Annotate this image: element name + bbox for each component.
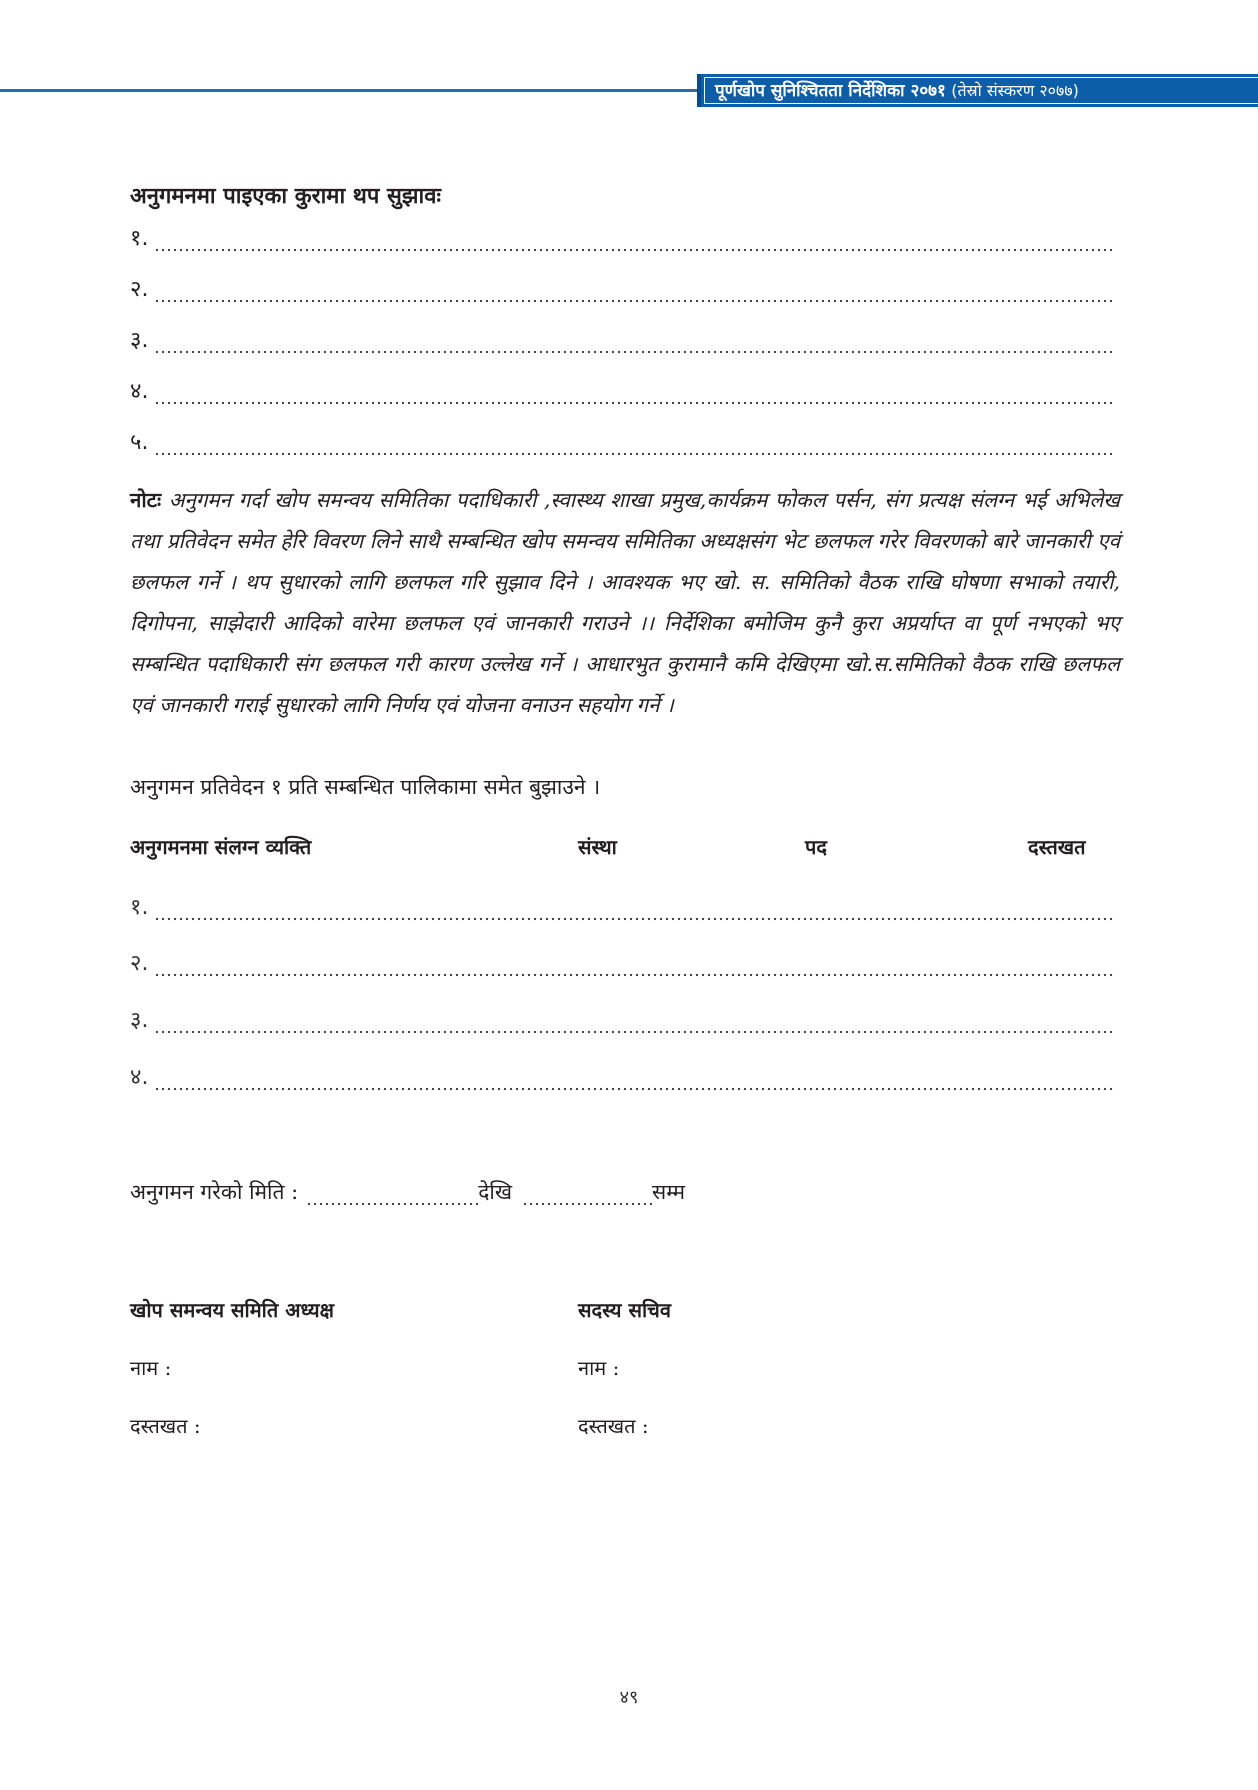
suggestion-line[interactable]	[130, 324, 1115, 354]
dotted-fill	[154, 1069, 1115, 1091]
suggestion-number: २.	[130, 277, 149, 302]
document-title: पूर्णखोप सुनिश्चितता निर्देशिका २०७१	[715, 81, 946, 101]
secretary-name-field[interactable]: नाम :	[578, 1356, 620, 1380]
suggestion-line[interactable]	[130, 375, 1115, 405]
note-label: नोटः	[130, 488, 162, 512]
dotted-fill	[154, 434, 1115, 456]
participant-number: ३.	[130, 1008, 149, 1033]
suggestion-number: ५.	[130, 430, 149, 455]
participant-line[interactable]	[130, 891, 1115, 921]
suggestion-line[interactable]	[130, 426, 1115, 456]
date-from-field[interactable]	[306, 1186, 478, 1206]
chair-signature-field[interactable]: दस्तखत :	[130, 1414, 201, 1438]
participant-number: २.	[130, 951, 149, 976]
report-instruction: अनुगमन प्रतिवेदन १ प्रति सम्बन्धित पालिकामा समेत बुझाउने ।	[130, 775, 601, 799]
dotted-fill	[154, 1012, 1115, 1034]
header-banner-text	[704, 77, 1258, 104]
header-rule	[0, 89, 697, 92]
date-from-label: देखि	[478, 1180, 513, 1204]
monitoring-date-line	[130, 1178, 685, 1206]
date-to-field[interactable]	[522, 1186, 652, 1206]
suggestion-number: ४.	[130, 379, 149, 404]
participant-line[interactable]	[130, 947, 1115, 977]
dotted-fill	[154, 230, 1115, 252]
participant-number: १.	[130, 895, 149, 920]
participant-line[interactable]	[130, 1004, 1115, 1034]
suggestion-number: १.	[130, 226, 149, 251]
note-paragraph	[130, 480, 1120, 726]
participant-line[interactable]	[130, 1061, 1115, 1091]
column-header-signature: दस्तखत	[1028, 835, 1086, 859]
dotted-fill	[154, 281, 1115, 303]
suggestion-line[interactable]	[130, 222, 1115, 252]
chair-title: खोप समन्वय समिति अध्यक्ष	[130, 1298, 334, 1322]
monitoring-date-label: अनुगमन गरेको मिति :	[130, 1180, 299, 1204]
dotted-fill	[154, 955, 1115, 977]
dotted-fill	[154, 332, 1115, 354]
chair-name-field[interactable]: नाम :	[130, 1356, 172, 1380]
note-text: अनुगमन गर्दा खोप समन्वय समितिका पदाधिकारी ,स्वास्थ्य शाखा प्रमुख,कार्यक्रम फोकल पर्सन, संग प्रत्यक्ष संलग्न भई अभिलेख तथा प्रतिवेदन समेत हेरि विवरण लिने साथै सम्बन्धित खोप समन्वय समितिका अध्यक्षसंग भेट छलफल गरेर विवरणको बारे जानकारी एवं छलफल गर्ने । थप सुधारको लागि छलफल गरि सुझाव दिने । आवश्यक भए खो. स. समितिको वैठक राखि घोषणा सभाको तयारी, दिगोपना, साझेदारी आदिको वारेमा छलफल एवं जानकारी गराउने ।। निर्देशिका बमोजिम कुनै कुरा अप्रर्याप्त वा पूर्ण नभएको भए सम्बन्धित पदाधिकारी संग छलफल गरी कारण उल्लेख गर्ने । आधारभुत कुरामानै कमि देखिएमा खो.स.समितिको वैठक राखि छलफल एवं जानकारी गराई सुधारको लागि निर्णय एवं योजना वनाउन सहयोग गर्ने ।	[130, 488, 1120, 717]
column-header-position: पद	[805, 835, 827, 859]
page-number: ४९	[619, 1687, 639, 1708]
participant-number: ४.	[130, 1065, 149, 1090]
suggestions-heading: अनुगमनमा पाइएका कुरामा थप सुझावः	[130, 184, 441, 209]
header-banner	[697, 74, 1258, 107]
secretary-signature-field[interactable]: दस्तखत :	[578, 1414, 649, 1438]
dotted-fill	[154, 383, 1115, 405]
suggestion-number: ३.	[130, 328, 149, 353]
date-to-label: सम्म	[652, 1180, 686, 1204]
column-header-organization: संस्था	[578, 835, 617, 859]
suggestion-line[interactable]	[130, 273, 1115, 303]
document-edition: (तेस्रो संस्करण २०७७)	[951, 81, 1079, 100]
secretary-title: सदस्य सचिव	[578, 1298, 672, 1322]
column-header-person: अनुगमनमा संलग्न व्यक्ति	[130, 835, 312, 859]
dotted-fill	[154, 899, 1115, 921]
